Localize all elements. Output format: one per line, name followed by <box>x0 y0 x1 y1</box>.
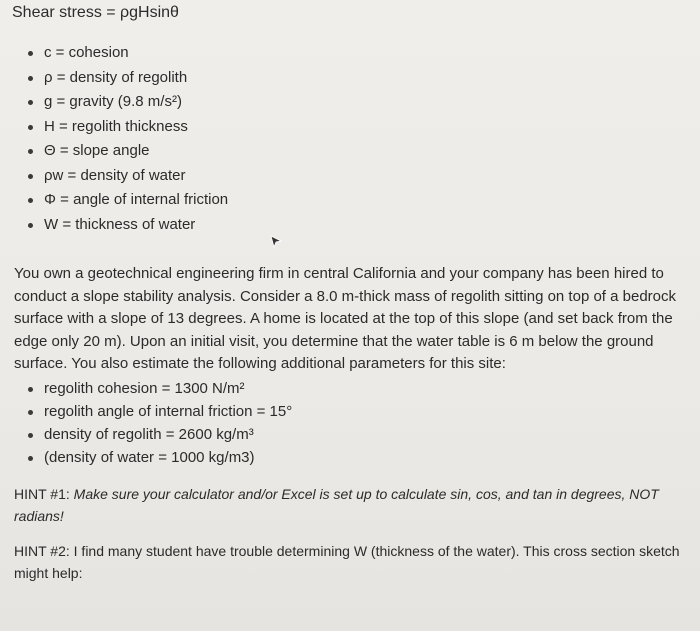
definition-item: c = cohesion <box>28 42 228 67</box>
problem-description: You own a geotechnical engineering firm in central California and your company has been hired to conduct a slope stability analysis. Consider a 8.0 m-thick mass of regolith sitting on top of a bedrock surface with a slope of 13 degrees. A home is located at the top of this slope (and set back from the edge only 20 m). Upon an initial visit, you determine that the water table is 6 m below the ground surface. You also estimate the following additional parameters for this site: <box>14 265 676 372</box>
shear-stress-formula: Shear stress = ρgHsinθ <box>12 4 179 21</box>
variable-definitions-list <box>28 42 228 238</box>
hint-2: HINT #2: I find many student have trouble determining W (thickness of the water). This cross section sketch might help: <box>14 543 680 581</box>
definition-item: g = gravity (9.8 m/s²) <box>28 91 228 116</box>
hint-1 <box>14 483 686 527</box>
definition-item: Φ = angle of internal friction <box>28 189 228 214</box>
site-parameters-list <box>28 378 292 470</box>
parameter-item: regolith cohesion = 1300 N/m² <box>28 378 292 401</box>
definition-item: ρw = density of water <box>28 165 228 190</box>
hint-1-label: HINT #1: <box>14 486 74 502</box>
definition-item: H = regolith thickness <box>28 116 228 141</box>
parameter-item: (density of water = 1000 kg/m3) <box>28 447 292 470</box>
mouse-pointer-icon <box>270 235 282 249</box>
hint-1-text: Make sure your calculator and/or Excel is set up to calculate sin, cos, and tan in degrees, NOT radians! <box>14 486 659 524</box>
definition-item: Θ = slope angle <box>28 140 228 165</box>
definition-item: W = thickness of water <box>28 214 228 239</box>
definition-item: ρ = density of regolith <box>28 67 228 92</box>
parameter-item: density of regolith = 2600 kg/m³ <box>28 424 292 447</box>
parameter-item: regolith angle of internal friction = 15° <box>28 401 292 424</box>
